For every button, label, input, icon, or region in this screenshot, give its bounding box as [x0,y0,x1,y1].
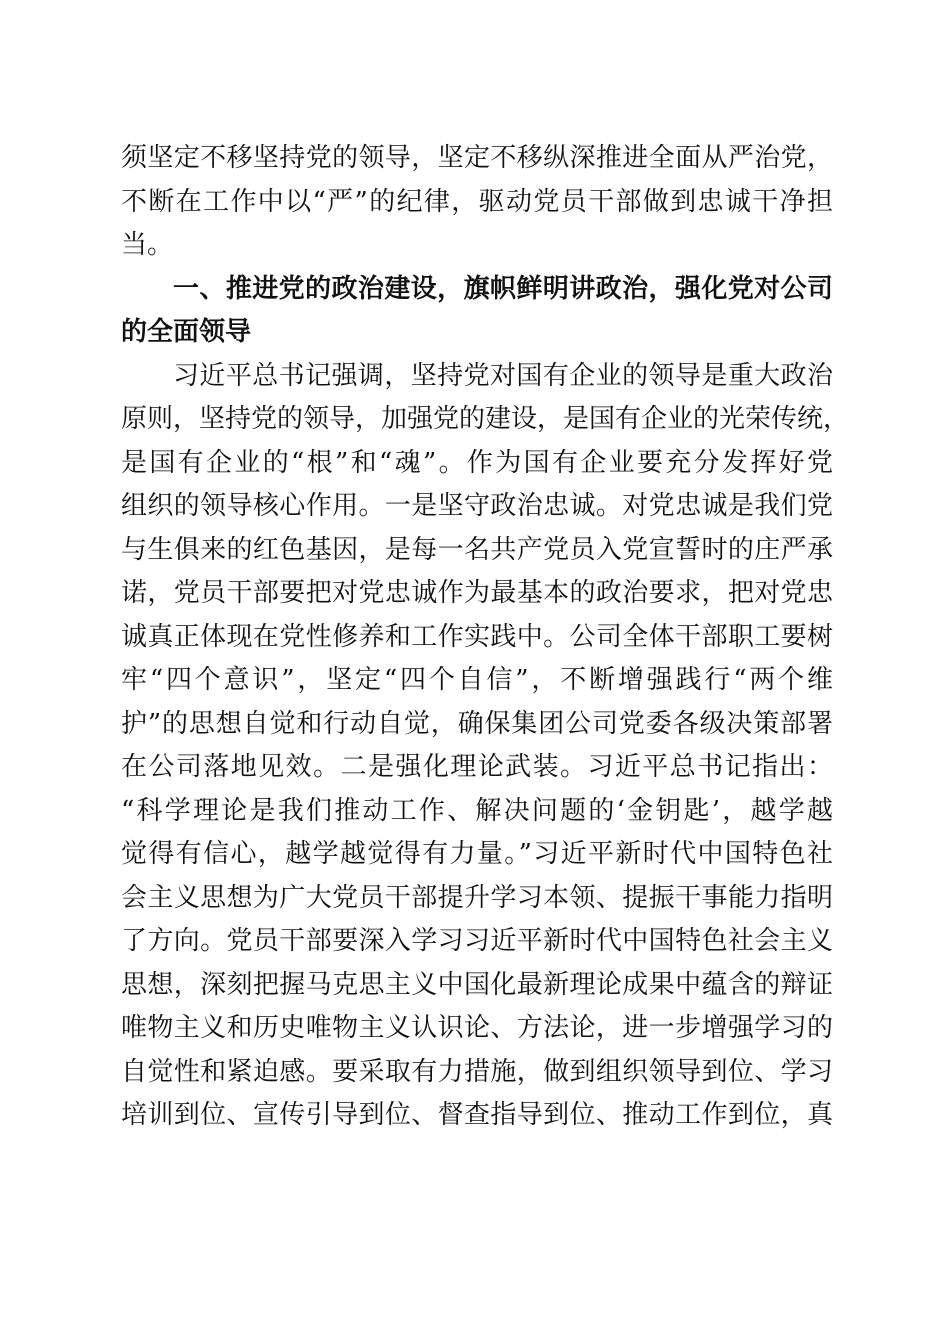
body-line-11: “科学理论是我们推动工作、解决问题的‘金钥匙’，越学越 [121,795,833,826]
intro-line-3: 当。 [121,230,174,260]
body-line-3: 是国有企业的“根”和“魂”。作为国有企业要充分发挥好党 [121,447,833,478]
body-line-8: 牢“四个意识”，坚定“四个自信”，不断增强践行“两个维 [121,665,833,695]
body-line-1: 习近平总书记强调，坚持党对国有企业的领导是重大政治 [173,360,833,391]
body-line-15: 思想，深刻把握马克思主义中国化最新理论成果中蕴含的辩证 [121,969,833,1000]
body-line-12: 觉得有信心，越学越觉得有力量。”习近平新时代中国特色社 [121,839,833,869]
body-line-17: 自觉性和紧迫感。要采取有力措施，做到组织领导到位、学习 [121,1056,833,1087]
body-line-13: 会主义思想为广大党员干部提升学习本领、提振干事能力指明 [121,882,833,913]
body-line-6: 诺，党员干部要把对党忠诚作为最基本的政治要求，把对党忠 [121,578,833,608]
body-line-5: 与生俱来的红色基因，是每一名共产党员入党宣誓时的庄严承 [121,534,833,565]
body-line-7: 诚真正体现在党性修养和工作实践中。公司全体干部职工要树 [121,621,833,652]
section-heading-line-2: 的全面领导 [121,317,252,347]
body-line-14: 了方向。党员干部要深入学习习近平新时代中国特色社会主义 [121,926,833,956]
section-heading-line-1: 一、推进党的政治建设，旗帜鲜明讲政治，强化党对公司 [173,273,833,304]
body-line-2: 原则，坚持党的领导，加强党的建设，是国有企业的光荣传统， [121,404,850,434]
intro-line-2: 不断在工作中以“严”的纪律，驱动党员干部做到忠诚干净担 [121,186,833,217]
intro-line-1: 须坚定不移坚持党的领导，坚定不移纵深推进全面从严治党， [121,143,833,173]
body-line-16: 唯物主义和历史唯物主义认识论、方法论，进一步增强学习的 [121,1013,833,1043]
body-line-18: 培训到位、宣传引导到位、督查指导到位、推动工作到位，真 [121,1100,833,1130]
body-line-9: 护”的思想自觉和行动自觉，确保集团公司党委各级决策部署 [121,708,833,739]
document-text [121,137,850,1138]
body-line-4: 组织的领导核心作用。一是坚守政治忠诚。对党忠诚是我们党 [121,491,833,521]
body-line-10: 在公司落地见效。二是强化理论武装。习近平总书记指出： [121,752,833,782]
